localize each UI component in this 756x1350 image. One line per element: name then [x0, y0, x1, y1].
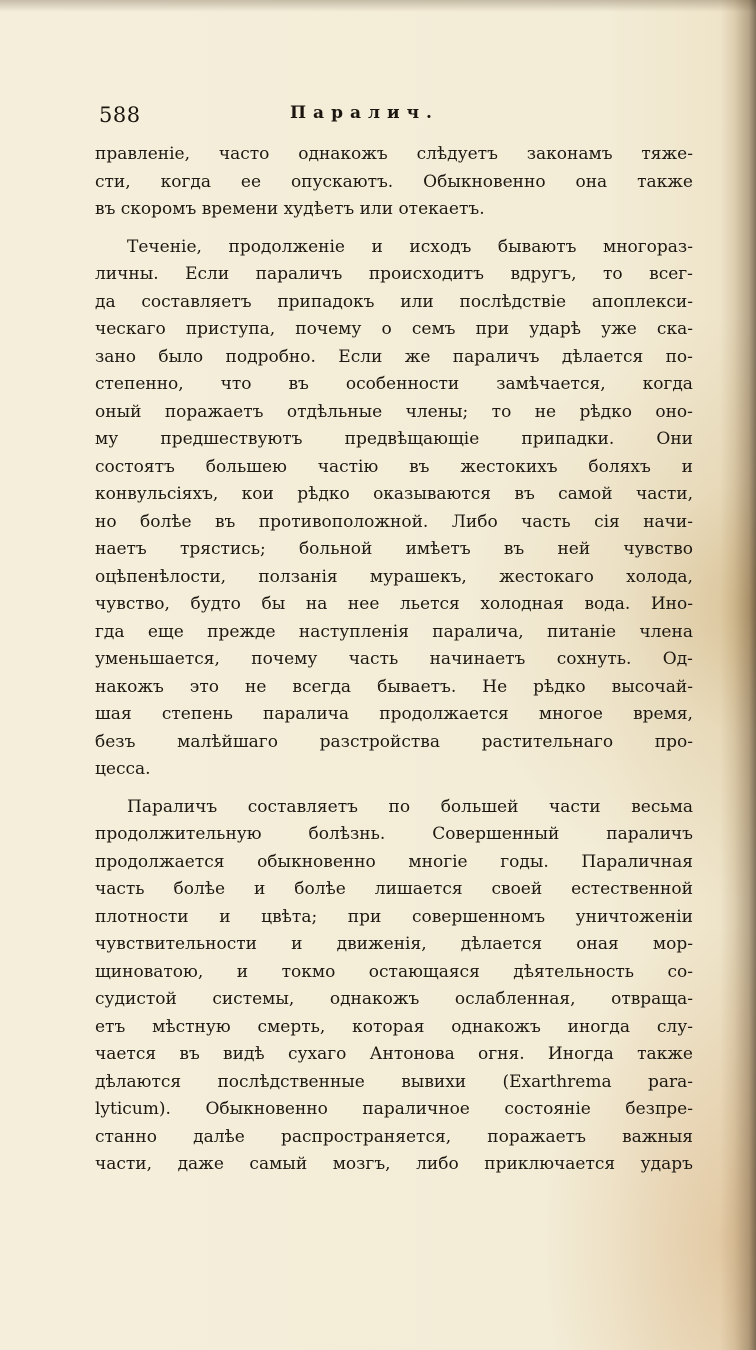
text-line — [95, 1124, 693, 1152]
word: же — [404, 346, 431, 367]
text-line — [95, 454, 693, 482]
word: больной — [298, 539, 373, 559]
word: важныя — [622, 1126, 693, 1147]
word: конвульсіяхъ, — [95, 484, 219, 504]
word: боляхъ — [588, 456, 651, 477]
word: иногда — [567, 1016, 631, 1037]
word: отдѣльные — [286, 401, 383, 422]
word: то — [603, 264, 623, 284]
word: естественной — [571, 879, 693, 899]
word: паралича, — [432, 621, 524, 642]
word: однакожъ — [451, 1016, 541, 1037]
word: предвѣщающіе — [344, 429, 480, 449]
word: Не — [482, 676, 508, 697]
word: по- — [665, 346, 693, 367]
word: части, — [95, 1154, 153, 1174]
word: остающаяся — [368, 961, 480, 982]
text-line — [95, 591, 693, 619]
word: также — [637, 171, 693, 192]
running-title: Паралич. — [290, 103, 439, 123]
text-line — [95, 729, 693, 757]
word: para- — [647, 1071, 693, 1092]
word: годы. — [500, 851, 549, 872]
word: при — [475, 319, 510, 339]
word: мурашекъ, — [369, 566, 467, 587]
word: рѣдко — [297, 484, 350, 504]
text-line — [95, 701, 693, 729]
word: болѣе — [294, 879, 346, 899]
word: цвѣта; — [261, 906, 318, 927]
word: ней — [557, 539, 591, 559]
word: рѣдко — [579, 401, 632, 422]
word: противоположной. — [258, 511, 429, 532]
word: продолжается — [95, 851, 225, 872]
word: однакожъ — [298, 144, 388, 164]
word: большей — [440, 796, 519, 817]
word: холодная — [480, 594, 564, 614]
word: чувствительности — [95, 934, 257, 954]
word: разстройства — [319, 731, 440, 752]
text-line — [95, 371, 693, 399]
text-line — [95, 959, 693, 987]
word: слѣдуетъ — [416, 144, 498, 164]
text-line — [95, 481, 693, 509]
text-line — [95, 1041, 693, 1069]
word: Од- — [662, 649, 693, 669]
word: лишается — [374, 879, 463, 899]
word: далѣе — [193, 1126, 245, 1147]
word: чается — [95, 1044, 157, 1064]
word: огня. — [478, 1044, 525, 1064]
word: движенія, — [336, 934, 427, 954]
word: состоятъ — [95, 456, 175, 477]
text-line — [95, 821, 693, 849]
word: замѣчается, — [496, 374, 606, 394]
word: время, — [633, 704, 693, 724]
word: наетъ — [95, 539, 147, 559]
word: многораз- — [602, 236, 693, 257]
word: въ — [503, 539, 525, 559]
paragraph-gap — [95, 224, 693, 234]
word: высочай- — [611, 676, 693, 697]
word: семъ — [411, 319, 456, 339]
word: члена — [639, 621, 693, 642]
word: Антонова — [369, 1044, 455, 1064]
word: Если — [185, 264, 230, 284]
word: Либо — [451, 511, 498, 532]
text-line — [95, 344, 693, 372]
text-line — [95, 141, 693, 169]
word: безъ — [95, 731, 136, 752]
word: будто — [190, 594, 241, 614]
word: уже — [601, 319, 637, 339]
word: оно- — [655, 401, 693, 422]
word: послѣдствіе — [459, 291, 567, 312]
word: большею — [205, 456, 287, 477]
word: Совершенный — [432, 824, 560, 844]
word: личны. — [95, 264, 159, 284]
word: распространяется, — [281, 1126, 452, 1147]
word: дѣлаются — [95, 1071, 182, 1092]
word: паралича — [263, 704, 350, 724]
word: происходитъ — [368, 264, 484, 284]
word: со- — [667, 961, 693, 982]
word: части, — [635, 484, 693, 504]
word: тяже- — [641, 144, 693, 164]
word: ударъ — [640, 1154, 693, 1174]
text-line — [95, 169, 693, 197]
word: продолженіе — [228, 236, 345, 257]
word: еще — [147, 621, 184, 642]
word: многое — [538, 704, 603, 724]
page-edge-shadow — [720, 0, 756, 1350]
word: Теченіе, — [127, 236, 202, 257]
word: всег- — [649, 264, 693, 284]
word: бы — [261, 594, 286, 614]
word: которая — [352, 1016, 425, 1037]
word: етъ — [95, 1016, 126, 1037]
word: въ — [514, 484, 535, 504]
word: своей — [491, 879, 543, 899]
text-line — [95, 619, 693, 647]
paragraph-gap — [95, 784, 693, 794]
word: и — [236, 961, 249, 982]
text-line — [95, 289, 693, 317]
word: весьма — [631, 796, 693, 817]
word: дѣятельность — [513, 961, 635, 982]
word: приступа, — [185, 319, 276, 339]
text-line — [95, 261, 693, 289]
word: уменьшается, — [95, 649, 220, 669]
word: lyticum). — [95, 1099, 171, 1119]
word: Обыкновенно — [205, 1099, 328, 1119]
word: также — [637, 1044, 693, 1064]
word: наступленія — [298, 621, 409, 642]
text-line — [95, 849, 693, 877]
word: ческаго — [95, 319, 166, 339]
word: о — [381, 319, 392, 339]
word: отвраща- — [611, 989, 693, 1009]
word: Иногда — [547, 1044, 614, 1064]
word: кои — [241, 484, 274, 504]
word: имѣетъ — [405, 539, 471, 559]
word: плотности — [95, 906, 189, 927]
word: малѣйшаго — [177, 731, 278, 752]
word: Параличная — [581, 851, 693, 872]
word: параличъ — [452, 346, 540, 367]
word: нее — [347, 594, 380, 614]
text-line — [95, 794, 693, 822]
word: болѣе — [139, 511, 192, 532]
text-line — [95, 316, 693, 344]
word: болѣзнь. — [308, 824, 386, 844]
word: часть — [521, 511, 571, 532]
word: послѣдственные — [217, 1071, 365, 1092]
word: Обыкновенно — [423, 171, 546, 192]
word: сохнуть. — [556, 649, 632, 669]
word: поражаетъ — [487, 1126, 586, 1147]
word: трястись; — [179, 539, 266, 559]
word: на — [305, 594, 328, 614]
word: не — [244, 676, 267, 697]
word: всегда — [292, 676, 352, 697]
word: параличное — [362, 1099, 470, 1119]
word: опускаютъ. — [290, 171, 394, 192]
word: и — [219, 906, 231, 927]
word: видѣ — [223, 1044, 265, 1064]
text-line — [95, 1014, 693, 1042]
word: шая — [95, 704, 132, 724]
word: часть — [348, 649, 399, 669]
text-line — [95, 931, 693, 959]
text-line — [95, 426, 693, 454]
word: почему — [295, 319, 362, 339]
word: степенно, — [95, 374, 184, 394]
word: чувство — [623, 539, 693, 559]
word: однакожъ — [329, 989, 420, 1009]
word: токмо — [281, 961, 336, 982]
word: мѣстную — [152, 1016, 231, 1037]
word: прежде — [207, 621, 276, 642]
word: въ — [214, 511, 236, 532]
text-line — [95, 1151, 693, 1179]
word: не — [534, 401, 557, 422]
word: самый — [249, 1154, 308, 1174]
word: оная — [576, 934, 619, 954]
word: сти, — [95, 171, 131, 192]
word: обыкновенно — [257, 851, 376, 872]
word: про- — [654, 731, 693, 752]
word: въ — [288, 374, 309, 394]
word: частію — [317, 456, 379, 477]
word: законамъ — [526, 144, 613, 164]
word: му — [95, 429, 119, 449]
word: растительнаго — [481, 731, 614, 752]
word: подробно. — [225, 346, 316, 367]
word: составляетъ — [141, 291, 252, 312]
word: параличъ — [255, 264, 343, 284]
word: когда — [642, 374, 693, 394]
text-line — [95, 234, 693, 262]
word: бываетъ. — [377, 676, 457, 697]
word: Ино- — [650, 594, 693, 614]
word: чувство, — [95, 594, 170, 614]
word: то — [491, 401, 512, 422]
word: ее — [240, 171, 262, 192]
word: даже — [177, 1154, 224, 1174]
word: щиноватою, — [95, 961, 204, 982]
text-line: въ скоромъ времени худѣетъ или отекаетъ. — [95, 199, 485, 219]
word: но — [95, 511, 117, 532]
word: судистой — [95, 989, 177, 1009]
word: либо — [416, 1154, 459, 1174]
word: при — [347, 906, 382, 927]
word: многіе — [408, 851, 468, 872]
word: члены; — [405, 401, 469, 422]
word: когда — [160, 171, 211, 192]
word: ударѣ — [529, 319, 581, 339]
word: особенности — [345, 374, 460, 394]
word: начи- — [643, 511, 693, 532]
word: въ — [179, 1044, 200, 1064]
text-line — [95, 646, 693, 674]
word: часть — [95, 879, 145, 899]
word: Параличъ — [127, 796, 218, 817]
word: дѣлается — [460, 934, 543, 954]
word: части — [549, 796, 601, 817]
word: и — [291, 934, 303, 954]
word: правленіе, — [95, 144, 191, 164]
word: бываютъ — [497, 236, 577, 257]
word: поражаетъ — [164, 401, 264, 422]
word: въ — [409, 456, 430, 477]
word: оный — [95, 401, 142, 422]
text-line — [95, 904, 693, 932]
page-number: 588 — [99, 103, 141, 127]
text-line — [95, 536, 693, 564]
word: гда — [95, 621, 125, 642]
text-line — [95, 876, 693, 904]
word: Они — [656, 429, 693, 449]
text-line — [95, 674, 693, 702]
word: накожъ — [95, 676, 164, 697]
word: продолжительную — [95, 824, 262, 844]
word: степень — [161, 704, 233, 724]
word: рѣдко — [533, 676, 586, 697]
text-line — [95, 564, 693, 592]
word: ослабленная, — [454, 989, 576, 1009]
word: системы, — [212, 989, 295, 1009]
word: и — [681, 456, 693, 477]
word: станно — [95, 1126, 157, 1147]
word: припадокъ — [277, 291, 375, 312]
text-line — [95, 399, 693, 427]
text-line: цесса. — [95, 759, 151, 779]
word: слу- — [656, 1016, 693, 1037]
word: составляетъ — [247, 796, 358, 817]
word: что — [220, 374, 252, 394]
word: болѣе — [173, 879, 226, 899]
word: сія — [594, 511, 620, 532]
word: продолжается — [379, 704, 509, 724]
word: самой — [558, 484, 613, 504]
word: совершенномъ — [411, 906, 546, 927]
word: начинаетъ — [429, 649, 526, 669]
word: предшествуютъ — [160, 429, 303, 449]
word: мозгъ, — [332, 1154, 391, 1174]
page-top-shadow — [0, 0, 756, 12]
word: холода, — [626, 566, 693, 587]
word: (Exarthrema — [502, 1071, 612, 1092]
text-line — [95, 509, 693, 537]
word: Если — [338, 346, 383, 367]
word: это — [189, 676, 219, 697]
word: апоплекси- — [591, 291, 693, 312]
text-line — [95, 1096, 693, 1124]
word: и — [371, 236, 383, 257]
word: жестокихъ — [460, 456, 558, 477]
word: зано — [95, 346, 136, 367]
text-line — [95, 1069, 693, 1097]
word: параличъ — [606, 824, 693, 844]
word: или — [400, 291, 434, 312]
word: ползанія — [258, 566, 338, 587]
word: дѣлается — [561, 346, 644, 367]
word: жестокаго — [499, 566, 594, 587]
word: уничтоженіи — [575, 906, 693, 927]
word: припадки. — [521, 429, 615, 449]
word: вдругъ, — [510, 264, 577, 284]
word: она — [575, 171, 608, 192]
word: оказываются — [373, 484, 492, 504]
body-text — [95, 141, 693, 1179]
word: и — [254, 879, 266, 899]
word: исходъ — [409, 236, 472, 257]
word: оцѣпенѣлости, — [95, 566, 227, 587]
word: сухаго — [287, 1044, 347, 1064]
word: вывихи — [401, 1071, 467, 1092]
word: мор- — [652, 934, 693, 954]
word: часто — [218, 144, 270, 164]
word: вода. — [584, 594, 631, 614]
text-line — [95, 986, 693, 1014]
word: смерть, — [257, 1016, 326, 1037]
word: безпре- — [625, 1099, 693, 1119]
word: было — [158, 346, 204, 367]
word: состояніе — [504, 1099, 591, 1119]
word: приключается — [484, 1154, 616, 1174]
word: да — [95, 291, 116, 312]
word: по — [388, 796, 411, 817]
word: льется — [399, 594, 460, 614]
word: ска- — [656, 319, 693, 339]
word: почему — [251, 649, 318, 669]
word: питаніе — [547, 621, 617, 642]
page-header — [95, 103, 700, 133]
